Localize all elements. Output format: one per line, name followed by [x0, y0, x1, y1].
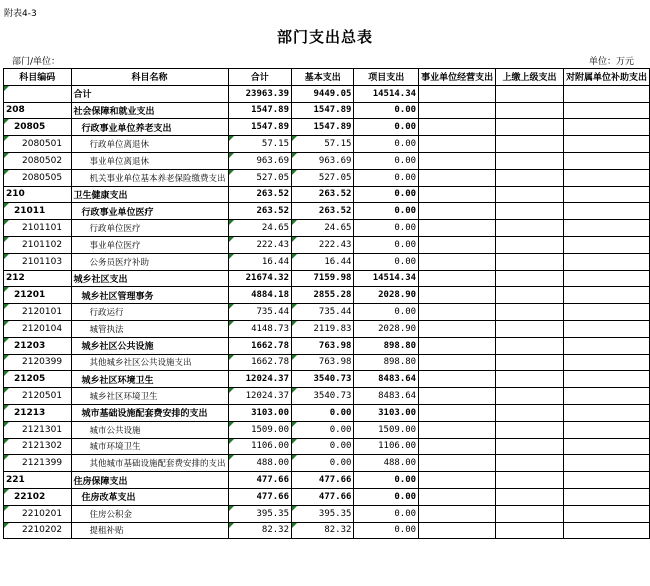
row-name: 行政单位医疗: [71, 220, 228, 237]
row-name: 卫生健康支出: [71, 186, 228, 203]
row-basic: 527.05: [292, 169, 354, 186]
row-code: 21201: [4, 287, 72, 304]
row-basic: 477.66: [292, 472, 354, 489]
row-total: 477.66: [228, 472, 291, 489]
header-basic: 基本支出: [292, 69, 354, 86]
row-basic: 0.00: [292, 455, 354, 472]
row-business: [419, 169, 496, 186]
row-remit: [496, 186, 564, 203]
row-project: 2028.90: [354, 320, 419, 337]
row-project: 0.00: [354, 488, 419, 505]
row-total: 23963.39: [228, 85, 291, 102]
row-subsidy: [563, 488, 649, 505]
row-business: [419, 455, 496, 472]
row-basic: 0.00: [292, 404, 354, 421]
table-row: [4, 320, 650, 337]
department-label: 部门/单位：: [12, 57, 61, 67]
row-name: 提租补贴: [71, 522, 228, 539]
header-business: 事业单位经营支出: [419, 69, 496, 86]
row-project: 898.80: [354, 354, 419, 371]
row-basic: 735.44: [292, 304, 354, 321]
row-total: 82.32: [228, 522, 291, 539]
row-code: 2121399: [4, 455, 72, 472]
row-project: 0.00: [354, 152, 419, 169]
row-code: 2121301: [4, 421, 72, 438]
row-name: 合计: [71, 85, 228, 102]
row-subsidy: [563, 186, 649, 203]
table-row: [4, 421, 650, 438]
row-name: 事业单位离退休: [71, 152, 228, 169]
row-basic: 763.98: [292, 337, 354, 354]
row-subsidy: [563, 320, 649, 337]
row-subsidy: [563, 354, 649, 371]
row-project: 8483.64: [354, 371, 419, 388]
table-row: [4, 488, 650, 505]
row-subsidy: [563, 438, 649, 455]
row-remit: [496, 371, 564, 388]
row-code: 2080501: [4, 136, 72, 153]
row-basic: 763.98: [292, 354, 354, 371]
row-project: 0.00: [354, 136, 419, 153]
table-row: [4, 287, 650, 304]
table-row: [4, 304, 650, 321]
row-business: [419, 152, 496, 169]
row-basic: 395.35: [292, 505, 354, 522]
table-row: [4, 522, 650, 539]
row-name: 社会保障和就业支出: [71, 102, 228, 119]
row-business: [419, 203, 496, 220]
row-code: 210: [4, 186, 72, 203]
row-basic: 24.65: [292, 220, 354, 237]
row-name: 行政事业单位养老支出: [71, 119, 228, 136]
row-project: 0.00: [354, 169, 419, 186]
row-subsidy: [563, 169, 649, 186]
row-basic: 16.44: [292, 253, 354, 270]
row-project: 0.00: [354, 522, 419, 539]
row-project: 898.80: [354, 337, 419, 354]
row-total: 1662.78: [228, 337, 291, 354]
row-code: 21011: [4, 203, 72, 220]
row-code: 2101102: [4, 236, 72, 253]
row-project: 3103.00: [354, 404, 419, 421]
row-code: [4, 85, 72, 102]
table-row: [4, 236, 650, 253]
row-code: 208: [4, 102, 72, 119]
row-code: 2120101: [4, 304, 72, 321]
row-project: 1509.00: [354, 421, 419, 438]
row-total: 735.44: [228, 304, 291, 321]
row-code: 221: [4, 472, 72, 489]
row-subsidy: [563, 136, 649, 153]
row-business: [419, 270, 496, 287]
row-total: 263.52: [228, 203, 291, 220]
row-remit: [496, 253, 564, 270]
row-name: 住房公积金: [71, 505, 228, 522]
row-remit: [496, 270, 564, 287]
row-remit: [496, 152, 564, 169]
row-remit: [496, 388, 564, 405]
row-name: 城管执法: [71, 320, 228, 337]
row-business: [419, 220, 496, 237]
row-code: 2121302: [4, 438, 72, 455]
row-name: 其他城市基础设施配套费安排的支出: [71, 455, 228, 472]
row-basic: 222.43: [292, 236, 354, 253]
row-name: 城乡社区环境卫生: [71, 371, 228, 388]
table-row: [4, 102, 650, 119]
row-basic: 263.52: [292, 203, 354, 220]
row-remit: [496, 119, 564, 136]
row-subsidy: [563, 253, 649, 270]
row-total: 263.52: [228, 186, 291, 203]
header-name: 科目名称: [71, 69, 228, 86]
row-business: [419, 371, 496, 388]
row-name: 城市环境卫生: [71, 438, 228, 455]
row-total: 1106.00: [228, 438, 291, 455]
row-total: 395.35: [228, 505, 291, 522]
table-row: [4, 455, 650, 472]
row-remit: [496, 438, 564, 455]
row-basic: 3540.73: [292, 371, 354, 388]
header-total: 合计: [228, 69, 291, 86]
row-name: 城乡社区环境卫生: [71, 388, 228, 405]
row-business: [419, 102, 496, 119]
row-business: [419, 136, 496, 153]
table-row: [4, 220, 650, 237]
row-project: 0.00: [354, 505, 419, 522]
table-row: [4, 253, 650, 270]
row-name: 事业单位医疗: [71, 236, 228, 253]
table-row: [4, 404, 650, 421]
row-name: 行政事业单位医疗: [71, 203, 228, 220]
row-total: 16.44: [228, 253, 291, 270]
row-total: 4884.18: [228, 287, 291, 304]
row-business: [419, 236, 496, 253]
row-total: 4148.73: [228, 320, 291, 337]
row-basic: 263.52: [292, 186, 354, 203]
row-total: 1662.78: [228, 354, 291, 371]
row-subsidy: [563, 455, 649, 472]
row-business: [419, 119, 496, 136]
row-business: [419, 488, 496, 505]
row-basic: 0.00: [292, 438, 354, 455]
table-row: [4, 472, 650, 489]
row-name: 住房改革支出: [71, 488, 228, 505]
row-total: 24.65: [228, 220, 291, 237]
row-subsidy: [563, 85, 649, 102]
row-remit: [496, 136, 564, 153]
row-total: 12024.37: [228, 388, 291, 405]
table-row: [4, 438, 650, 455]
row-business: [419, 421, 496, 438]
row-subsidy: [563, 304, 649, 321]
row-project: 8483.64: [354, 388, 419, 405]
row-name: 城乡社区公共设施: [71, 337, 228, 354]
table-row: [4, 169, 650, 186]
row-name: 行政单位离退休: [71, 136, 228, 153]
row-subsidy: [563, 421, 649, 438]
table-row: [4, 136, 650, 153]
table-header-row: [4, 69, 650, 86]
row-subsidy: [563, 337, 649, 354]
row-business: [419, 404, 496, 421]
row-total: 21674.32: [228, 270, 291, 287]
row-code: 2080502: [4, 152, 72, 169]
row-project: 14514.34: [354, 85, 419, 102]
row-remit: [496, 236, 564, 253]
row-basic: 0.00: [292, 421, 354, 438]
table-row: [4, 270, 650, 287]
row-name: 其他城乡社区公共设施支出: [71, 354, 228, 371]
row-basic: 57.15: [292, 136, 354, 153]
row-project: 0.00: [354, 236, 419, 253]
row-business: [419, 354, 496, 371]
row-business: [419, 438, 496, 455]
table-row: [4, 505, 650, 522]
row-subsidy: [563, 102, 649, 119]
row-remit: [496, 337, 564, 354]
row-project: 0.00: [354, 304, 419, 321]
row-subsidy: [563, 220, 649, 237]
row-subsidy: [563, 119, 649, 136]
expenditure-table: [3, 68, 650, 539]
row-total: 1547.89: [228, 119, 291, 136]
row-subsidy: [563, 388, 649, 405]
row-subsidy: [563, 236, 649, 253]
row-basic: 2119.83: [292, 320, 354, 337]
row-business: [419, 388, 496, 405]
row-code: 21203: [4, 337, 72, 354]
row-remit: [496, 220, 564, 237]
row-code: 22102: [4, 488, 72, 505]
row-name: 机关事业单位基本养老保险缴费支出: [71, 169, 228, 186]
row-subsidy: [563, 270, 649, 287]
row-remit: [496, 404, 564, 421]
row-total: 12024.37: [228, 371, 291, 388]
row-project: 2028.90: [354, 287, 419, 304]
row-subsidy: [563, 522, 649, 539]
row-business: [419, 505, 496, 522]
row-code: 2120104: [4, 320, 72, 337]
row-remit: [496, 354, 564, 371]
row-name: 城市基础设施配套费安排的支出: [71, 404, 228, 421]
row-basic: 3540.73: [292, 388, 354, 405]
row-code: 2210201: [4, 505, 72, 522]
row-remit: [496, 304, 564, 321]
row-total: 1547.89: [228, 102, 291, 119]
row-remit: [496, 102, 564, 119]
row-business: [419, 85, 496, 102]
row-subsidy: [563, 152, 649, 169]
row-code: 2101103: [4, 253, 72, 270]
unit-label: 单位：万元: [588, 57, 634, 67]
row-remit: [496, 85, 564, 102]
header-remit: 上缴上级支出: [496, 69, 564, 86]
table-row: [4, 203, 650, 220]
row-code: 2080505: [4, 169, 72, 186]
row-subsidy: [563, 371, 649, 388]
table-row: [4, 388, 650, 405]
row-basic: 477.66: [292, 488, 354, 505]
row-basic: 82.32: [292, 522, 354, 539]
row-subsidy: [563, 203, 649, 220]
row-total: 477.66: [228, 488, 291, 505]
row-code: 2120399: [4, 354, 72, 371]
row-remit: [496, 505, 564, 522]
row-basic: 9449.05: [292, 85, 354, 102]
table-row: [4, 186, 650, 203]
row-business: [419, 337, 496, 354]
row-name: 行政运行: [71, 304, 228, 321]
row-project: 0.00: [354, 203, 419, 220]
table-row: [4, 152, 650, 169]
header-subsidy: 对附属单位补助支出: [563, 69, 649, 86]
row-name: 住房保障支出: [71, 472, 228, 489]
row-remit: [496, 320, 564, 337]
row-code: 2210202: [4, 522, 72, 539]
row-remit: [496, 472, 564, 489]
row-business: [419, 287, 496, 304]
page-title: 部门支出总表: [276, 28, 373, 46]
header-project: 项目支出: [354, 69, 419, 86]
row-code: 21205: [4, 371, 72, 388]
row-basic: 2855.28: [292, 287, 354, 304]
row-remit: [496, 421, 564, 438]
row-project: 14514.34: [354, 270, 419, 287]
table-row: [4, 337, 650, 354]
row-code: 21213: [4, 404, 72, 421]
table-row: [4, 119, 650, 136]
row-business: [419, 304, 496, 321]
row-remit: [496, 169, 564, 186]
row-total: 222.43: [228, 236, 291, 253]
row-remit: [496, 488, 564, 505]
row-name: 公务员医疗补助: [71, 253, 228, 270]
row-business: [419, 253, 496, 270]
row-remit: [496, 287, 564, 304]
table-row: [4, 371, 650, 388]
row-code: 2101101: [4, 220, 72, 237]
row-project: 0.00: [354, 119, 419, 136]
row-project: 0.00: [354, 253, 419, 270]
row-subsidy: [563, 404, 649, 421]
row-business: [419, 522, 496, 539]
row-basic: 1547.89: [292, 119, 354, 136]
row-total: 1509.00: [228, 421, 291, 438]
row-basic: 963.69: [292, 152, 354, 169]
row-subsidy: [563, 472, 649, 489]
row-total: 57.15: [228, 136, 291, 153]
row-subsidy: [563, 287, 649, 304]
row-total: 963.69: [228, 152, 291, 169]
header-code: 科目编码: [4, 69, 72, 86]
row-total: 488.00: [228, 455, 291, 472]
row-code: 2120501: [4, 388, 72, 405]
row-project: 1106.00: [354, 438, 419, 455]
row-total: 527.05: [228, 169, 291, 186]
row-project: 0.00: [354, 102, 419, 119]
row-total: 3103.00: [228, 404, 291, 421]
row-business: [419, 320, 496, 337]
row-subsidy: [563, 505, 649, 522]
row-project: 0.00: [354, 220, 419, 237]
row-remit: [496, 455, 564, 472]
row-name: 城乡社区管理事务: [71, 287, 228, 304]
row-code: 212: [4, 270, 72, 287]
table-row: [4, 85, 650, 102]
row-business: [419, 186, 496, 203]
row-project: 0.00: [354, 472, 419, 489]
row-remit: [496, 522, 564, 539]
row-project: 0.00: [354, 186, 419, 203]
row-business: [419, 472, 496, 489]
attachment-label: 附表4-3: [4, 9, 37, 19]
row-code: 20805: [4, 119, 72, 136]
row-basic: 7159.98: [292, 270, 354, 287]
row-name: 城乡社区支出: [71, 270, 228, 287]
row-basic: 1547.89: [292, 102, 354, 119]
table-row: [4, 354, 650, 371]
row-project: 488.00: [354, 455, 419, 472]
row-name: 城市公共设施: [71, 421, 228, 438]
row-remit: [496, 203, 564, 220]
